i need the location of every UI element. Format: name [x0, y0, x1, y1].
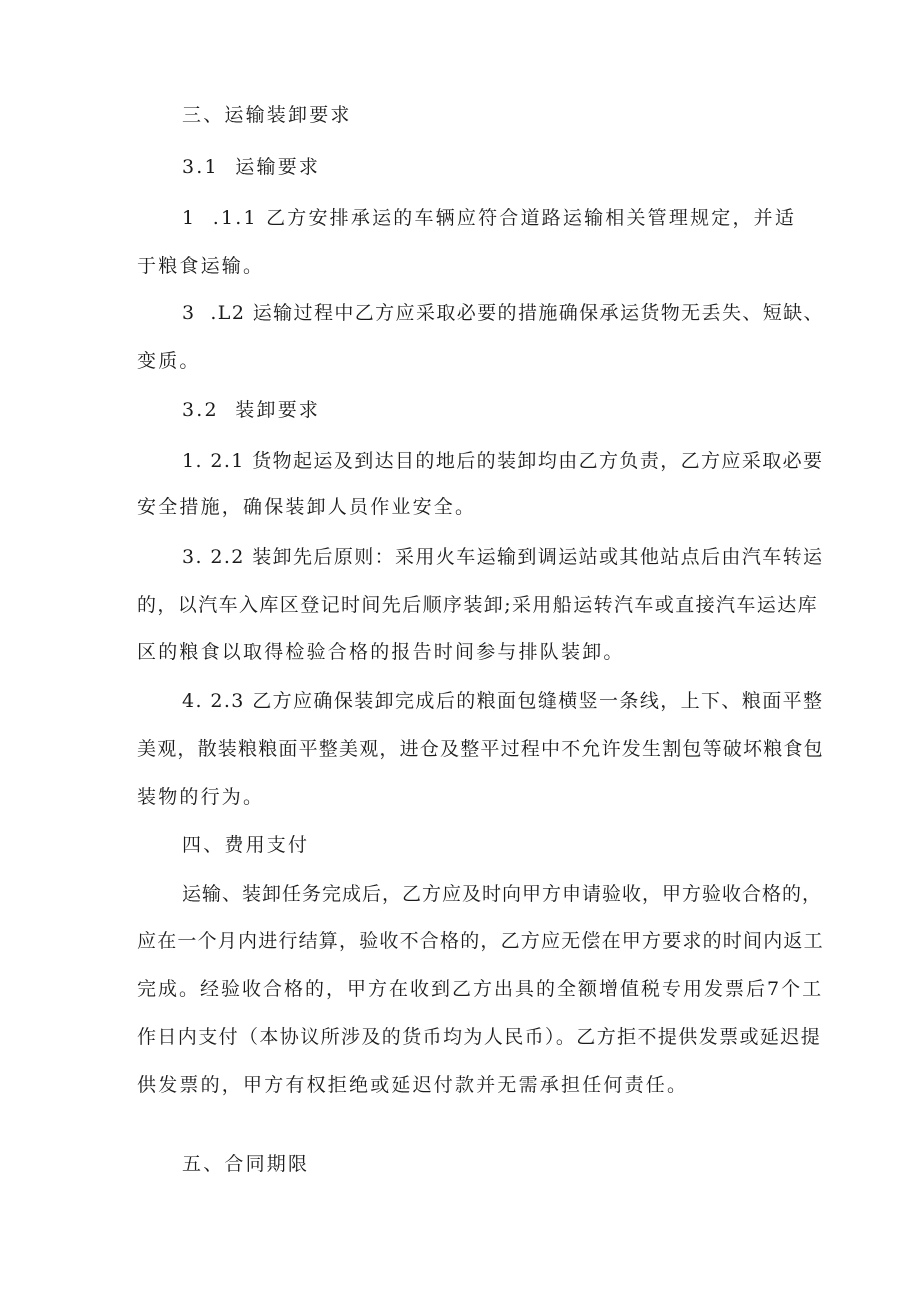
- clause-3-2-1-line-1: 1. 2.1 货物起运及到达目的地后的装卸均由乙方负责，乙方应采取必要: [182, 450, 824, 472]
- subsection-3-2-heading: 3.2 装卸要求: [182, 399, 321, 421]
- clause-3-1-1-line-1: 1 .1.1 乙方安排承运的车辆应符合道路运输相关管理规定，并适: [182, 207, 797, 229]
- clause-3-2-3-line-2: 美观，散装粮粮面平整美观，进仓及整平过程中不允许发生割包等破坏粮食包: [137, 738, 824, 760]
- payment-paragraph-line-3: 完成。经验收合格的，甲方在收到乙方出具的全额增值税专用发票后7个工: [137, 978, 824, 1000]
- clause-3-2-3-line-1: 4. 2.3 乙方应确保装卸完成后的粮面包缝横竖一条线，上下、粮面平整: [182, 690, 824, 712]
- payment-paragraph-line-1: 运输、装卸任务完成后，乙方应及时向甲方申请验收，甲方验收合格的，: [182, 883, 823, 905]
- section-5-heading: 五、合同期限: [182, 1153, 310, 1175]
- payment-paragraph-line-2: 应在一个月内进行结算，验收不合格的，乙方应无偿在甲方要求的时间内返工: [137, 930, 824, 952]
- payment-paragraph-line-5: 供发票的，甲方有权拒绝或延迟付款并无需承担任何责任。: [137, 1074, 689, 1096]
- clause-3-1-2-line-2: 变质。: [137, 350, 201, 372]
- clause-3-1-1-line-2: 于粮食运输。: [137, 255, 265, 277]
- subsection-3-1-heading: 3.1 运输要求: [182, 156, 321, 178]
- clause-3-2-2-line-1: 3. 2.2 装卸先后原则：采用火车运输到调运站或其他站点后由汽车转运: [182, 546, 824, 568]
- clause-3-1-2-line-1: 3 .L2 运输过程中乙方应采取必要的措施确保承运货物无丢失、短缺、: [182, 302, 824, 324]
- clause-3-2-2-line-3: 区的粮食以取得检验合格的报告时间参与排队装卸。: [137, 641, 625, 663]
- clause-3-2-3-line-3: 装物的行为。: [137, 786, 265, 808]
- clause-3-2-1-line-2: 安全措施，确保装卸人员作业安全。: [137, 496, 477, 518]
- section-3-heading: 三、运输装卸要求: [182, 104, 352, 126]
- section-4-heading: 四、费用支付: [182, 834, 310, 856]
- clause-3-2-2-line-2: 的，以汽车入库区登记时间先后顺序装卸;采用船运转汽车或直接汽车运达库: [137, 594, 819, 616]
- payment-paragraph-line-4: 作日内支付（本协议所涉及的货币均为人民币）。乙方拒不提供发票或延迟提: [137, 1026, 822, 1048]
